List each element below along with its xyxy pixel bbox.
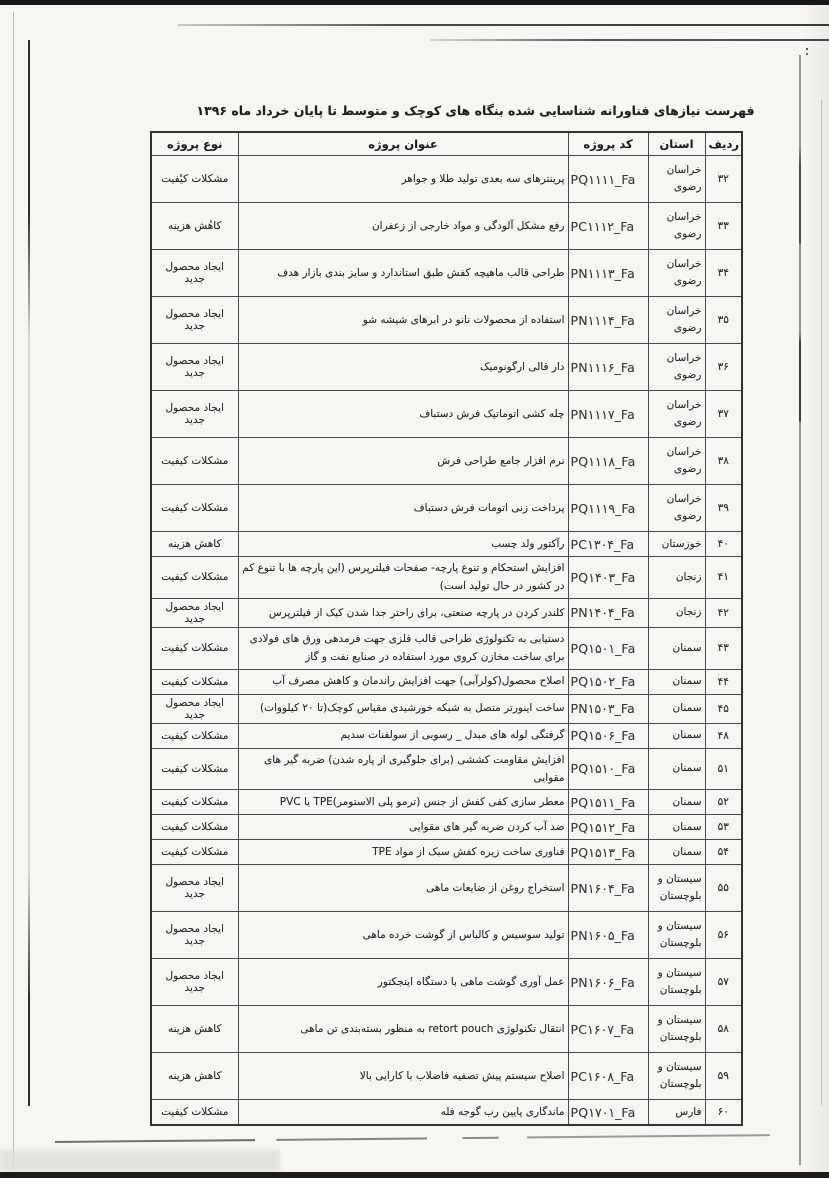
project-code-cell: PC۱۱۱۲_Fa	[568, 203, 648, 250]
province-cell: سمنان	[648, 723, 705, 748]
table-row	[151, 748, 742, 790]
project-code-cell: PN۱۶۰۵_Fa	[568, 912, 648, 959]
project-title-cell: نرم افزار جامع طراحی فرش	[238, 438, 568, 485]
table-row	[151, 557, 742, 599]
province-cell: سمنان	[648, 840, 705, 865]
project-type-cell: مشکلات کیفیت	[151, 840, 238, 865]
header-project-type: نوع پروژه	[151, 132, 238, 156]
province-cell: سیستان و بلوچستان	[648, 865, 705, 912]
project-type-cell: کاهش هزینه	[151, 532, 238, 557]
project-title-cell: گرفتگی لوله های مبدل _ رسوبی از سولفنات سدیم	[238, 723, 568, 748]
project-type-cell: مشکلات کیفیت	[151, 723, 238, 748]
row-number-cell: ۴۲	[705, 598, 742, 627]
project-title-cell: استفاده از محصولات نانو در ابرهای شیشه شو	[238, 297, 568, 344]
province-cell: سیستان و بلوچستان	[648, 912, 705, 959]
project-title-cell: چله کشی اتوماتیک فرش دستباف	[238, 391, 568, 438]
row-number-cell: ۳۸	[705, 438, 742, 485]
project-code-cell: PQ۱۵۰۲_Fa	[568, 669, 648, 694]
row-number-cell: ۵۷	[705, 959, 742, 1006]
project-code-cell: PN۱۵۰۳_Fa	[568, 694, 648, 723]
row-number-cell: ۴۴	[705, 669, 742, 694]
row-number-cell: ۵۴	[705, 840, 742, 865]
row-number-cell: ۴۵	[705, 694, 742, 723]
table-row	[151, 1006, 742, 1053]
project-type-cell: ایجاد محصول جدید	[151, 959, 238, 1006]
project-code-cell: PQ۱۵۱۱_Fa	[568, 790, 648, 815]
row-number-cell: ۵۸	[705, 1006, 742, 1053]
scan-ink-dots	[806, 48, 808, 50]
project-type-cell: مشکلات کیفیت	[151, 156, 238, 203]
row-number-cell: ۳۶	[705, 344, 742, 391]
header-row-number: ردیف	[705, 132, 742, 156]
project-title-cell: اصلاح سیستم پیش تصفیه فاضلاب با کارایی بالا	[238, 1053, 568, 1100]
row-number-cell: ۵۲	[705, 790, 742, 815]
row-number-cell: ۴۳	[705, 627, 742, 669]
project-type-cell: ایجاد محصول جدید	[151, 598, 238, 627]
table-row	[151, 815, 742, 840]
row-number-cell: ۳۲	[705, 156, 742, 203]
scan-edge-shadow	[801, 0, 829, 1178]
table-row	[151, 598, 742, 627]
project-type-cell: ایجاد محصول جدید	[151, 344, 238, 391]
project-title-cell: کلندر کردن در پارچه صنعتی، برای راحتر جدا شدن کیک از فیلترپرس	[238, 598, 568, 627]
table-row	[151, 959, 742, 1006]
row-number-cell: ۳۳	[705, 203, 742, 250]
province-cell: سمنان	[648, 669, 705, 694]
scan-line-artifact	[178, 24, 829, 26]
project-type-cell: مشکلات کیفیت	[151, 557, 238, 599]
project-type-cell: کاهش هزینه	[151, 1006, 238, 1053]
scan-line-artifact	[430, 39, 829, 41]
project-type-cell: مشکلات کیفیت	[151, 790, 238, 815]
province-cell: خراسان رضوی	[648, 297, 705, 344]
row-number-cell: ۳۹	[705, 485, 742, 532]
row-number-cell: ۴۰	[705, 532, 742, 557]
project-type-cell: مشکلات کیفیت	[151, 1100, 238, 1126]
project-title-cell: افزایش استحکام و تنوع پارچه- صفحات فیلترپرس (این پارچه ها با تنوع کم در کشور در حال تولید است)	[238, 557, 568, 599]
row-number-cell: ۴۸	[705, 723, 742, 748]
project-type-cell: مشکلات کیفیت	[151, 748, 238, 790]
project-type-cell: مشکلات کیفیت	[151, 438, 238, 485]
province-cell: خراسان رضوی	[648, 203, 705, 250]
project-code-cell: PN۱۱۱۷_Fa	[568, 391, 648, 438]
province-cell: سیستان و بلوچستان	[648, 1053, 705, 1100]
project-title-cell: پرداخت زنی اتومات فرش دستباف	[238, 485, 568, 532]
project-code-cell: PC۱۶۰۸_Fa	[568, 1053, 648, 1100]
document-title: فهرست نیازهای فناورانه شناسایی شده بنگاه های کوچک و متوسط تا پایان خرداد ماه ۱۳۹۶	[196, 103, 755, 118]
project-type-cell: ایجاد محصول جدید	[151, 694, 238, 723]
needs-table-body	[151, 156, 742, 1126]
project-code-cell: PN۱۱۱۴_Fa	[568, 297, 648, 344]
scan-bottom-line	[55, 1134, 770, 1142]
province-cell: سمنان	[648, 790, 705, 815]
project-code-cell: PN۱۶۰۶_Fa	[568, 959, 648, 1006]
project-title-cell: طراحی قالب ماهیچه کفش طبق استاندارد و سایز بندی بازار هدف	[238, 250, 568, 297]
project-code-cell: PN۱۶۰۴_Fa	[568, 865, 648, 912]
province-cell: سیستان و بلوچستان	[648, 959, 705, 1006]
project-title-cell: دار قالی ارگونومیک	[238, 344, 568, 391]
project-type-cell: ایجاد محصول جدید	[151, 912, 238, 959]
header-project-code: کد پروژه	[568, 132, 648, 156]
project-title-cell: دستیابی به تکنولوژی طراحی قالب فلزی جهت فرمدهی ورق های فولادی برای ساخت مخازن کروی مورد استفاده در صنایع نفت و گاز	[238, 627, 568, 669]
project-title-cell: اصلاح محصول(کولرآبی) جهت افزایش راندمان و کاهش مصرف آب	[238, 669, 568, 694]
table-row	[151, 723, 742, 748]
table-row	[151, 344, 742, 391]
project-title-cell: افزایش مقاومت کششی (برای جلوگیری از پاره شدن) ضربه گیر های مقوایی	[238, 748, 568, 790]
province-cell: خراسان رضوی	[648, 344, 705, 391]
project-type-cell: مشکلات کیفیت	[151, 669, 238, 694]
scan-left-fold-line	[28, 40, 30, 1106]
header-province: استان	[648, 132, 705, 156]
project-type-cell: ایجاد محصول جدید	[151, 297, 238, 344]
project-code-cell: PN۱۱۱۳_Fa	[568, 250, 648, 297]
project-code-cell: PQ۱۵۱۲_Fa	[568, 815, 648, 840]
province-cell: زنجان	[648, 557, 705, 599]
table-row	[151, 912, 742, 959]
row-number-cell: ۶۰	[705, 1100, 742, 1126]
table-row	[151, 485, 742, 532]
row-number-cell: ۳۵	[705, 297, 742, 344]
needs-table	[150, 131, 743, 1126]
table-row	[151, 790, 742, 815]
table-row	[151, 1100, 742, 1126]
row-number-cell: ۵۳	[705, 815, 742, 840]
project-code-cell: PQ۱۵۰۶_Fa	[568, 723, 648, 748]
project-title-cell: تولید سوسیس و کالباس از گوشت خرده ماهی	[238, 912, 568, 959]
row-number-cell: ۵۶	[705, 912, 742, 959]
project-title-cell: ساخت اینورتر متصل به شبکه خورشیدی مقیاس کوچک(تا ۲۰ کیلووات)	[238, 694, 568, 723]
table-row	[151, 694, 742, 723]
table-row	[151, 391, 742, 438]
scan-bottom-edge	[0, 1172, 829, 1178]
project-code-cell: PQ۱۵۰۱_Fa	[568, 627, 648, 669]
project-title-cell: رفع مشکل آلودگی و مواد خارجی از زعفران	[238, 203, 568, 250]
table-row	[151, 156, 742, 203]
project-title-cell: عمل آوری گوشت ماهی با دستگاه اینجکتور	[238, 959, 568, 1006]
table-row	[151, 250, 742, 297]
project-code-cell: PQ۱۵۱۳_Fa	[568, 840, 648, 865]
province-cell: خراسان رضوی	[648, 250, 705, 297]
project-code-cell: PC۱۶۰۷_Fa	[568, 1006, 648, 1053]
project-type-cell: مشکلات کیفیت	[151, 485, 238, 532]
row-number-cell: ۵۵	[705, 865, 742, 912]
table-row	[151, 438, 742, 485]
table-row	[151, 1053, 742, 1100]
province-cell: سیستان و بلوچستان	[648, 1006, 705, 1053]
table-header-row	[151, 132, 742, 156]
project-type-cell: کاهش هزینه	[151, 1053, 238, 1100]
project-code-cell: PQ۱۴۰۳_Fa	[568, 557, 648, 599]
province-cell: سمنان	[648, 815, 705, 840]
project-type-cell: ایجاد محصول جدید	[151, 250, 238, 297]
project-type-cell: مشکلات کیفیت	[151, 627, 238, 669]
project-title-cell: رآکتور ولد چسب	[238, 532, 568, 557]
table-row	[151, 297, 742, 344]
scan-top-edge	[0, 0, 829, 5]
project-code-cell: PQ۱۱۱۹_Fa	[568, 485, 648, 532]
project-title-cell: استخراج روغن از ضایعات ماهی	[238, 865, 568, 912]
row-number-cell: ۵۱	[705, 748, 742, 790]
project-code-cell: PN۱۴۰۴_Fa	[568, 598, 648, 627]
table-row	[151, 669, 742, 694]
table-row	[151, 532, 742, 557]
project-type-cell: کاهش هزینه	[151, 203, 238, 250]
province-cell: خراسان رضوی	[648, 156, 705, 203]
header-project-title: عنوان پروژه	[238, 132, 568, 156]
project-title-cell: فناوری ساخت زیره کفش سبک از مواد TPE	[238, 840, 568, 865]
project-type-cell: ایجاد محصول جدید	[151, 391, 238, 438]
province-cell: فارس	[648, 1100, 705, 1126]
project-code-cell: PN۱۱۱۶_Fa	[568, 344, 648, 391]
row-number-cell: ۳۷	[705, 391, 742, 438]
province-cell: سمنان	[648, 627, 705, 669]
project-type-cell: ایجاد محصول جدید	[151, 865, 238, 912]
table-row	[151, 203, 742, 250]
project-code-cell: PQ۱۱۱۱_Fa	[568, 156, 648, 203]
project-code-cell: PC۱۳۰۴_Fa	[568, 532, 648, 557]
row-number-cell: ۵۹	[705, 1053, 742, 1100]
project-code-cell: PQ۱۷۰۱_Fa	[568, 1100, 648, 1126]
project-title-cell: ضد آب کردن ضربه گیر های مقوایی	[238, 815, 568, 840]
table-row	[151, 840, 742, 865]
province-cell: خوزستان	[648, 532, 705, 557]
project-code-cell: PQ۱۵۱۰_Fa	[568, 748, 648, 790]
province-cell: زنجان	[648, 598, 705, 627]
province-cell: خراسان رضوی	[648, 438, 705, 485]
scan-smudge	[0, 1150, 280, 1172]
row-number-cell: ۳۴	[705, 250, 742, 297]
table-row	[151, 865, 742, 912]
table-row	[151, 627, 742, 669]
row-number-cell: ۴۱	[705, 557, 742, 599]
province-cell: خراسان رضوی	[648, 391, 705, 438]
province-cell: سمنان	[648, 748, 705, 790]
province-cell: سمنان	[648, 694, 705, 723]
project-title-cell: پرینترهای سه بعدی تولید طلا و جواهر	[238, 156, 568, 203]
project-title-cell: معطر سازی کفی کفش از جنس (ترمو پلی الاستومر)TPE یا PVC	[238, 790, 568, 815]
project-type-cell: مشکلات کیفیت	[151, 815, 238, 840]
province-cell: خراسان رضوی	[648, 485, 705, 532]
scan-left-edge-line	[13, 12, 14, 1170]
project-title-cell: ماندگاری پایین رب گوجه فله	[238, 1100, 568, 1126]
project-code-cell: PQ۱۱۱۸_Fa	[568, 438, 648, 485]
project-title-cell: انتقال تکنولوژی retort pouch به منظور بسته‌بندی تن ماهی	[238, 1006, 568, 1053]
